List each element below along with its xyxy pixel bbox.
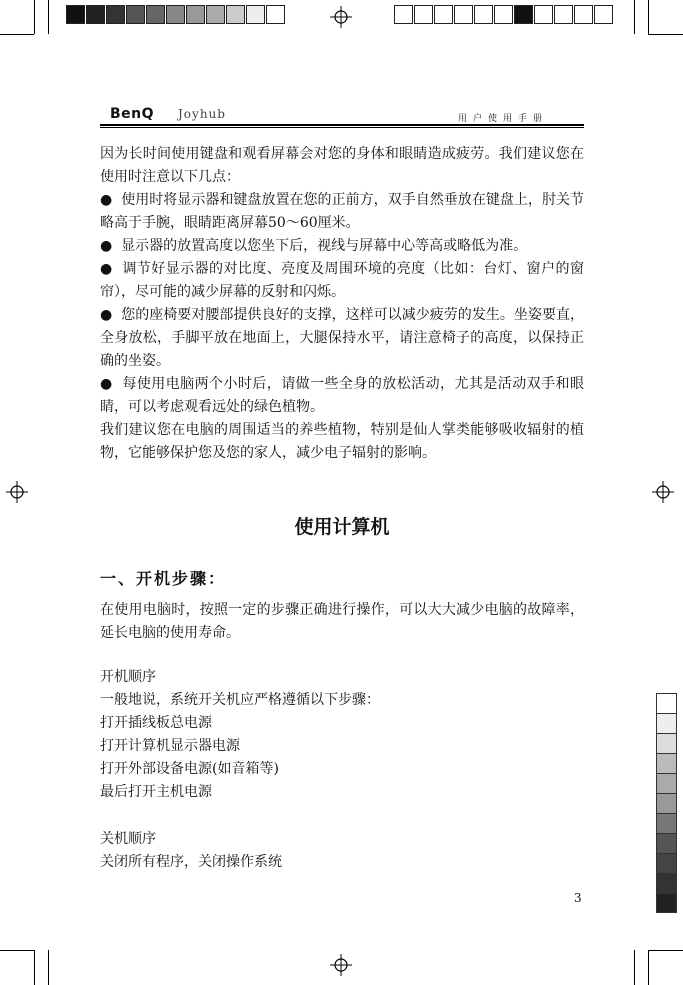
startup-line: 打开计算机显示器电源: [100, 738, 240, 754]
crop-mark: [0, 950, 34, 951]
header-rule: [100, 124, 584, 126]
page-number: 3: [574, 891, 582, 905]
startup-line: 打开外部设备电源(如音箱等): [100, 761, 279, 777]
bullet-item: ● 您的座椅要对腰部提供良好的支撑，这样可以减少疲劳的发生。坐姿要直，全身放松，手脚平放在地面上，大腿保持水平，请注意椅子的高度，以保持正确的坐姿。: [100, 307, 585, 369]
crop-mark: [0, 34, 34, 35]
crop-mark: [634, 0, 635, 34]
section-heading: 一、开机步骤：: [100, 569, 227, 588]
crop-mark: [648, 950, 649, 985]
page-header: [100, 104, 584, 126]
crop-mark: [634, 950, 635, 985]
shutdown-heading: 关机顺序: [100, 831, 156, 847]
crop-mark: [48, 950, 49, 985]
crop-mark: [648, 950, 683, 951]
crop-mark: [34, 950, 35, 985]
section-paragraph: 在使用电脑时，按照一定的步骤正确进行操作，可以大大减少电脑的故障率，延长电脑的使用寿命。: [100, 602, 584, 641]
color-calibration-strip-left: [66, 5, 286, 24]
color-calibration-strip-right: [394, 5, 614, 24]
registration-target-icon: [652, 481, 674, 503]
startup-heading: 开机顺序: [100, 669, 156, 685]
grayscale-calibration-bar: [656, 693, 677, 913]
page-title: 使用计算机: [294, 516, 390, 538]
bullet-item: ● 显示器的放置高度以您坐下后，视线与屏幕中心等高或略低为准。: [100, 238, 528, 254]
bullet-item: ● 使用时将显示器和键盘放置在您的正前方，双手自然垂放在键盘上，肘关节略高于手腕，眼睛距离屏幕50～60厘米。: [100, 192, 585, 231]
registration-target-icon: [330, 6, 352, 28]
brand-logo: BenQ: [110, 106, 155, 122]
registration-target-icon: [6, 481, 28, 503]
crop-mark: [648, 34, 683, 35]
startup-line: 打开插线板总电源: [100, 715, 212, 731]
startup-line: 最后打开主机电源: [100, 784, 212, 800]
intro-paragraph: 因为长时间使用键盘和观看屏幕会对您的身体和眼睛造成疲劳。我们建议您在使用时注意以下几点：: [100, 146, 584, 185]
product-name: Joyhub: [178, 107, 226, 121]
recommendation-paragraph: 我们建议您在电脑的周围适当的养些植物，特别是仙人掌类能够吸收辐射的植物，它能够保护您及您的家人，减少电子辐射的影响。: [100, 422, 584, 461]
bullet-item: ● 每使用电脑两个小时后，请做一些全身的放松活动，尤其是活动双手和眼睛，可以考虑观看远处的绿色植物。: [100, 376, 584, 415]
manual-label: 用户使用手册: [457, 114, 548, 124]
bullet-item: ● 调节好显示器的对比度、亮度及周围环境的亮度（比如：台灯、窗户的窗帘），尽可能的减少屏幕的反射和闪烁。: [100, 261, 584, 300]
intro-block: [100, 143, 584, 465]
crop-mark: [48, 0, 49, 34]
startup-line: 一般地说，系统开关机应严格遵循以下步骤：: [100, 692, 380, 708]
startup-block: [100, 666, 584, 804]
crop-mark: [34, 0, 35, 34]
registration-target-icon: [330, 954, 352, 976]
section-paragraph-block: [100, 599, 584, 645]
header-rule-thin: [100, 127, 584, 128]
shutdown-line: 关闭所有程序，关闭操作系统: [100, 854, 282, 870]
crop-mark: [648, 0, 649, 34]
shutdown-block: [100, 828, 584, 874]
